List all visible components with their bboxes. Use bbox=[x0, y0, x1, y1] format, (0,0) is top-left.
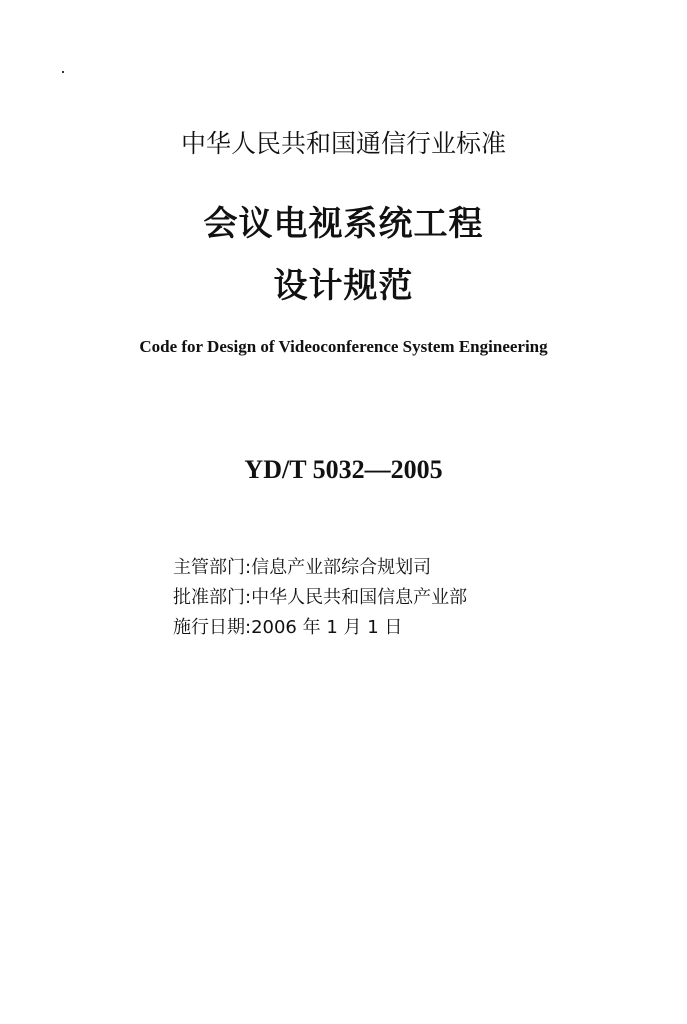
scan-speck bbox=[62, 71, 64, 73]
effective-date: 施行日期:2006 年 1 月 1 日 bbox=[173, 617, 403, 638]
approving-department: 批准部门:中华人民共和国信息产业部 bbox=[173, 587, 468, 608]
english-title: Code for Design of Videoconference System Engineering bbox=[139, 337, 548, 356]
document-title-line-2: 设计规范 bbox=[273, 266, 414, 306]
standard-category-heading: 中华人民共和国通信行业标准 bbox=[180, 129, 506, 158]
supervising-department: 主管部门:信息产业部综合规划司 bbox=[173, 557, 432, 578]
standard-number: YD/T 5032—2005 bbox=[244, 455, 443, 484]
document-title-line-1: 会议电视系统工程 bbox=[203, 204, 484, 244]
